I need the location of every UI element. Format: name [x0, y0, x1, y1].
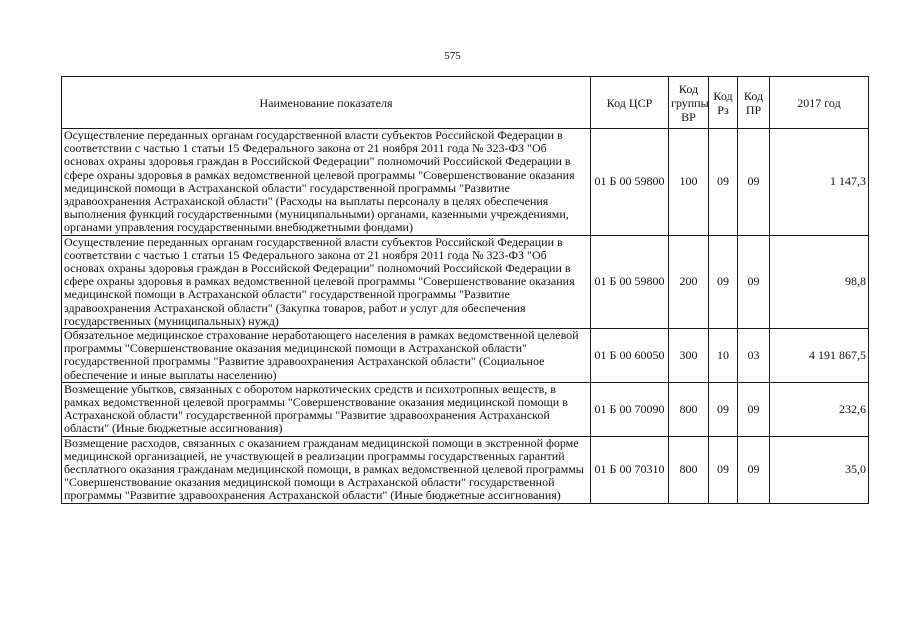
header-name: Наименование показателя	[62, 77, 591, 129]
row-vr: 200	[669, 235, 709, 328]
row-name: Осуществление переданных органам государственной власти субъектов Российской Федерации в соответствии с частью 1 статьи 15 Федерального закона от 21 ноября 2011 года № 323-ФЗ "Об основах охраны здоровья граждан в Российской Федерации" полномочий Российской Федерации в сфере охраны здоровья в рамках ведомственной целевой программы "Совершенствование оказания медицинской помощи в Астраханской области" государственной программы "Развитие здравоохранения Астраханской области" (Закупка товаров, работ и услуг для обеспечения государственных (муниципальных) нужд)	[62, 235, 591, 328]
table-row	[62, 436, 869, 503]
header-vr: Код группы ВР	[669, 77, 709, 129]
budget-table	[61, 76, 869, 504]
table-row	[62, 382, 869, 436]
row-vr: 800	[669, 382, 709, 436]
row-csr: 01 Б 00 70310	[591, 436, 669, 503]
row-name: Возмещение расходов, связанных с оказанием гражданам медицинской помощи в экстренной форме медицинской организацией, не участвующей в реализации программы государственных гарантий бесплатного оказания гражданам медицинской помощи, в рамках ведомственной целевой программы "Совершенствование оказания медицинской помощи в Астраханской области" государственной программы "Развитие здравоохранения Астраханской области" (Иные бюджетные ассигнования)	[62, 436, 591, 503]
row-vr: 300	[669, 329, 709, 383]
row-amount: 98,8	[770, 235, 869, 328]
table-row	[62, 129, 869, 236]
row-csr: 01 Б 00 59800	[591, 129, 669, 236]
row-pr: 09	[738, 129, 770, 236]
row-pr: 09	[738, 382, 770, 436]
table-row	[62, 235, 869, 328]
row-pr: 09	[738, 436, 770, 503]
row-amount: 1 147,3	[770, 129, 869, 236]
row-csr: 01 Б 00 59800	[591, 235, 669, 328]
row-rz: 09	[709, 382, 738, 436]
header-year: 2017 год	[770, 77, 869, 129]
row-csr: 01 Б 00 70090	[591, 382, 669, 436]
row-rz: 09	[709, 235, 738, 328]
row-amount: 35,0	[770, 436, 869, 503]
row-pr: 03	[738, 329, 770, 383]
row-name: Осуществление переданных органам государственной власти субъектов Российской Федерации в соответствии с частью 1 статьи 15 Федерального закона от 21 ноября 2011 года № 323-ФЗ "Об основах охраны здоровья граждан в Российской Федерации" полномочий Российской Федерации в сфере охраны здоровья в рамках ведомственной целевой программы "Совершенствование оказания медицинской помощи в Астраханской области" государственной программы "Развитие здравоохранения Астраханской области" (Расходы на выплаты персоналу в целях обеспечения выполнения функций государственными (муниципальными) органами, казенными учреждениями, органами управления государственными внебюджетными фондами)	[62, 129, 591, 236]
header-pr: Код ПР	[738, 77, 770, 129]
row-name: Возмещение убытков, связанных с оборотом наркотических средств и психотропных веществ, в рамках ведомственной целевой программы "Совершенствование оказания медицинской помощи в Астраханской области" государственной программы "Развитие здравоохранения Астраханской области" (Иные бюджетные ассигнования)	[62, 382, 591, 436]
header-csr: Код ЦСР	[591, 77, 669, 129]
row-pr: 09	[738, 235, 770, 328]
table-row	[62, 329, 869, 383]
row-vr: 800	[669, 436, 709, 503]
row-vr: 100	[669, 129, 709, 236]
row-amount: 232,6	[770, 382, 869, 436]
row-amount: 4 191 867,5	[770, 329, 869, 383]
table-header-row	[62, 77, 869, 129]
row-rz: 10	[709, 329, 738, 383]
page-number: 575	[444, 50, 461, 62]
row-rz: 09	[709, 436, 738, 503]
row-rz: 09	[709, 129, 738, 236]
header-rz: Код Рз	[709, 77, 738, 129]
row-csr: 01 Б 00 60050	[591, 329, 669, 383]
row-name: Обязательное медицинское страхование неработающего населения в рамках ведомственной целевой программы "Совершенствование оказания медицинской помощи в Астраханской области" государственной программы "Развитие здравоохранения Астраханской области" (Социальное обеспечение и иные выплаты населению)	[62, 329, 591, 383]
